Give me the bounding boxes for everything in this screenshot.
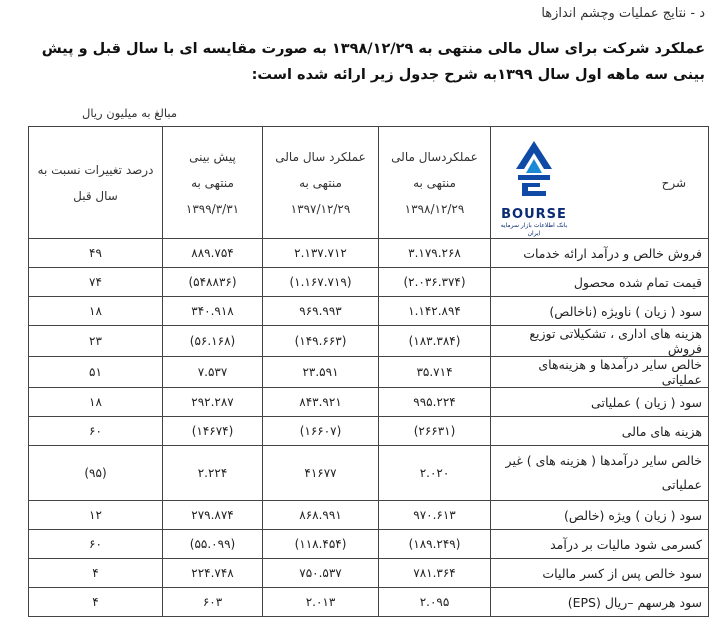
header-forecast bbox=[163, 127, 263, 239]
row-description: کسرمی شود مالیات بر درآمد bbox=[491, 530, 709, 559]
header-change bbox=[29, 127, 163, 239]
cell-change: ۵۱ bbox=[29, 357, 163, 388]
cell-fy1397: (۱۴۹.۶۶۳) bbox=[263, 326, 379, 357]
cell-fy1398: (۱۸۳.۳۸۴) bbox=[379, 326, 491, 357]
table-row bbox=[29, 417, 709, 446]
header-fy1398-line1: عملکردسال مالی bbox=[391, 149, 478, 164]
header-change-line2: سال قبل bbox=[73, 188, 118, 203]
table-header-row bbox=[29, 127, 709, 239]
header-fy1397-line1: عملکرد سال مالی bbox=[275, 149, 366, 164]
cell-change: (۹۵) bbox=[29, 446, 163, 501]
header-fy1398-line3: ۱۳۹۸/۱۲/۲۹ bbox=[404, 201, 465, 216]
table-row bbox=[29, 326, 709, 357]
cell-fy1398: ۱.۱۴۲.۸۹۴ bbox=[379, 297, 491, 326]
cell-forecast: ۲۷۹.۸۷۴ bbox=[163, 501, 263, 530]
cell-forecast: (۵۴۸۸۳۶) bbox=[163, 268, 263, 297]
header-fy1397 bbox=[263, 127, 379, 239]
cell-forecast: (۱۴۶۷۴) bbox=[163, 417, 263, 446]
cell-fy1398: (۱۸۹.۲۴۹) bbox=[379, 530, 491, 559]
row-description: سود ( زیان ) ویژه (خالص) bbox=[491, 501, 709, 530]
intro-paragraph: عملکرد شرکت برای سال مالی منتهی به ۱۳۹۸/۱۲/۲۹ به صورت مقایسه ای با سال قبل و پیش بینی سه ماهه اول سال ۱۳۹۹به شرح جدول زیر ارائه شده است: bbox=[41, 41, 705, 83]
row-description: سود ( زیان ) ناویژه (ناخالص) bbox=[491, 297, 709, 326]
cell-fy1398: (۲.۰۳۶.۳۷۴) bbox=[379, 268, 491, 297]
cell-fy1397: ۲۳.۵۹۱ bbox=[263, 357, 379, 388]
logo-subtitle: بانک اطلاعات بازار سرمایه ایران bbox=[500, 222, 568, 237]
header-description bbox=[491, 127, 709, 239]
bourse-logo-icon bbox=[495, 139, 573, 237]
header-forecast-line2: منتهی به bbox=[191, 175, 234, 190]
table-row bbox=[29, 297, 709, 326]
header-fy1397-line2: منتهی به bbox=[299, 175, 342, 190]
cell-fy1398: ۳۵.۷۱۴ bbox=[379, 357, 491, 388]
table-row bbox=[29, 446, 709, 501]
units-note: مبالغ به میلیون ریال bbox=[82, 106, 177, 120]
cell-forecast: ۲۲۴.۷۴۸ bbox=[163, 559, 263, 588]
cell-change: ۴ bbox=[29, 559, 163, 588]
cell-fy1397: ۷۵۰.۵۳۷ bbox=[263, 559, 379, 588]
cell-fy1397: ۸۶۸.۹۹۱ bbox=[263, 501, 379, 530]
cell-fy1397: (۱۶۶۰۷) bbox=[263, 417, 379, 446]
cell-fy1398: ۲.۰۹۵ bbox=[379, 588, 491, 617]
cell-forecast: ۲.۲۲۴ bbox=[163, 446, 263, 501]
table-row bbox=[29, 357, 709, 388]
cell-change: ۱۲ bbox=[29, 501, 163, 530]
cell-forecast: (۵۵.۰۹۹) bbox=[163, 530, 263, 559]
cell-forecast: ۲۹۲.۲۸۷ bbox=[163, 388, 263, 417]
cell-fy1398: ۳.۱۷۹.۲۶۸ bbox=[379, 239, 491, 268]
cell-forecast: (۵۶.۱۶۸) bbox=[163, 326, 263, 357]
row-description: خالص سایر درآمدها ( هزینه های ) غیر عملیاتی bbox=[491, 446, 709, 501]
table-row bbox=[29, 501, 709, 530]
header-fy1397-line3: ۱۳۹۷/۱۲/۲۹ bbox=[290, 201, 351, 216]
cell-fy1398: ۷۸۱.۳۶۴ bbox=[379, 559, 491, 588]
table-row bbox=[29, 588, 709, 617]
row-description: هزینه های مالی bbox=[491, 417, 709, 446]
cell-change: ۴۹ bbox=[29, 239, 163, 268]
cell-fy1398: ۲.۰۲۰ bbox=[379, 446, 491, 501]
header-forecast-line3: ۱۳۹۹/۳/۳۱ bbox=[185, 201, 240, 216]
financial-results-table bbox=[28, 126, 709, 617]
cell-fy1397: ۲.۰۱۳ bbox=[263, 588, 379, 617]
table-row bbox=[29, 530, 709, 559]
cell-fy1397: ۸۴۳.۹۲۱ bbox=[263, 388, 379, 417]
row-description: خالص سایر درآمدها و هزینه‌های عملیاتی bbox=[491, 357, 709, 388]
cell-fy1398: ۹۷۰.۶۱۳ bbox=[379, 501, 491, 530]
cell-forecast: ۷.۵۳۷ bbox=[163, 357, 263, 388]
cell-forecast: ۳۴۰.۹۱۸ bbox=[163, 297, 263, 326]
cell-change: ۱۸ bbox=[29, 297, 163, 326]
cell-fy1397: ۲.۱۳۷.۷۱۲ bbox=[263, 239, 379, 268]
table-row bbox=[29, 268, 709, 297]
row-description: سود ( زیان ) عملیاتی bbox=[491, 388, 709, 417]
cell-change: ۷۴ bbox=[29, 268, 163, 297]
cell-fy1397: (۱۱۸.۴۵۴) bbox=[263, 530, 379, 559]
cell-fy1397: ۹۶۹.۹۹۳ bbox=[263, 297, 379, 326]
header-fy1398-line2: منتهی به bbox=[413, 175, 456, 190]
header-fy1398 bbox=[379, 127, 491, 239]
cell-forecast: ۶۰۳ bbox=[163, 588, 263, 617]
cell-change: ۴ bbox=[29, 588, 163, 617]
table-row bbox=[29, 559, 709, 588]
header-forecast-line1: پیش بینی bbox=[189, 149, 236, 164]
table-row bbox=[29, 239, 709, 268]
cell-fy1397: ۴۱۶۷۷ bbox=[263, 446, 379, 501]
cell-forecast: ۸۸۹.۷۵۴ bbox=[163, 239, 263, 268]
cell-change: ۱۸ bbox=[29, 388, 163, 417]
cell-fy1398: ۹۹۵.۲۲۴ bbox=[379, 388, 491, 417]
header-change-line1: درصد تغییرات نسبت به bbox=[37, 162, 154, 177]
row-description: فروش خالص و درآمد ارائه خدمات bbox=[491, 239, 709, 268]
cell-fy1398: (۲۶۶۳۱) bbox=[379, 417, 491, 446]
cell-change: ۶۰ bbox=[29, 530, 163, 559]
row-description: قیمت تمام شده محصول bbox=[491, 268, 709, 297]
cell-fy1397: (۱.۱۶۷.۷۱۹) bbox=[263, 268, 379, 297]
cell-change: ۲۳ bbox=[29, 326, 163, 357]
row-description: سود هرسهم –ریال (EPS) bbox=[491, 588, 709, 617]
header-description-label: شرح bbox=[661, 175, 686, 190]
table-row bbox=[29, 388, 709, 417]
logo-word: BOURSE bbox=[501, 207, 567, 222]
cell-change: ۶۰ bbox=[29, 417, 163, 446]
row-description: هزینه های اداری ، تشکیلاتی توزیع فروش bbox=[491, 326, 709, 357]
section-title: د - نتایج عملیات وچشم اندازها bbox=[541, 6, 705, 21]
row-description: سود خالص پس از کسر مالیات bbox=[491, 559, 709, 588]
